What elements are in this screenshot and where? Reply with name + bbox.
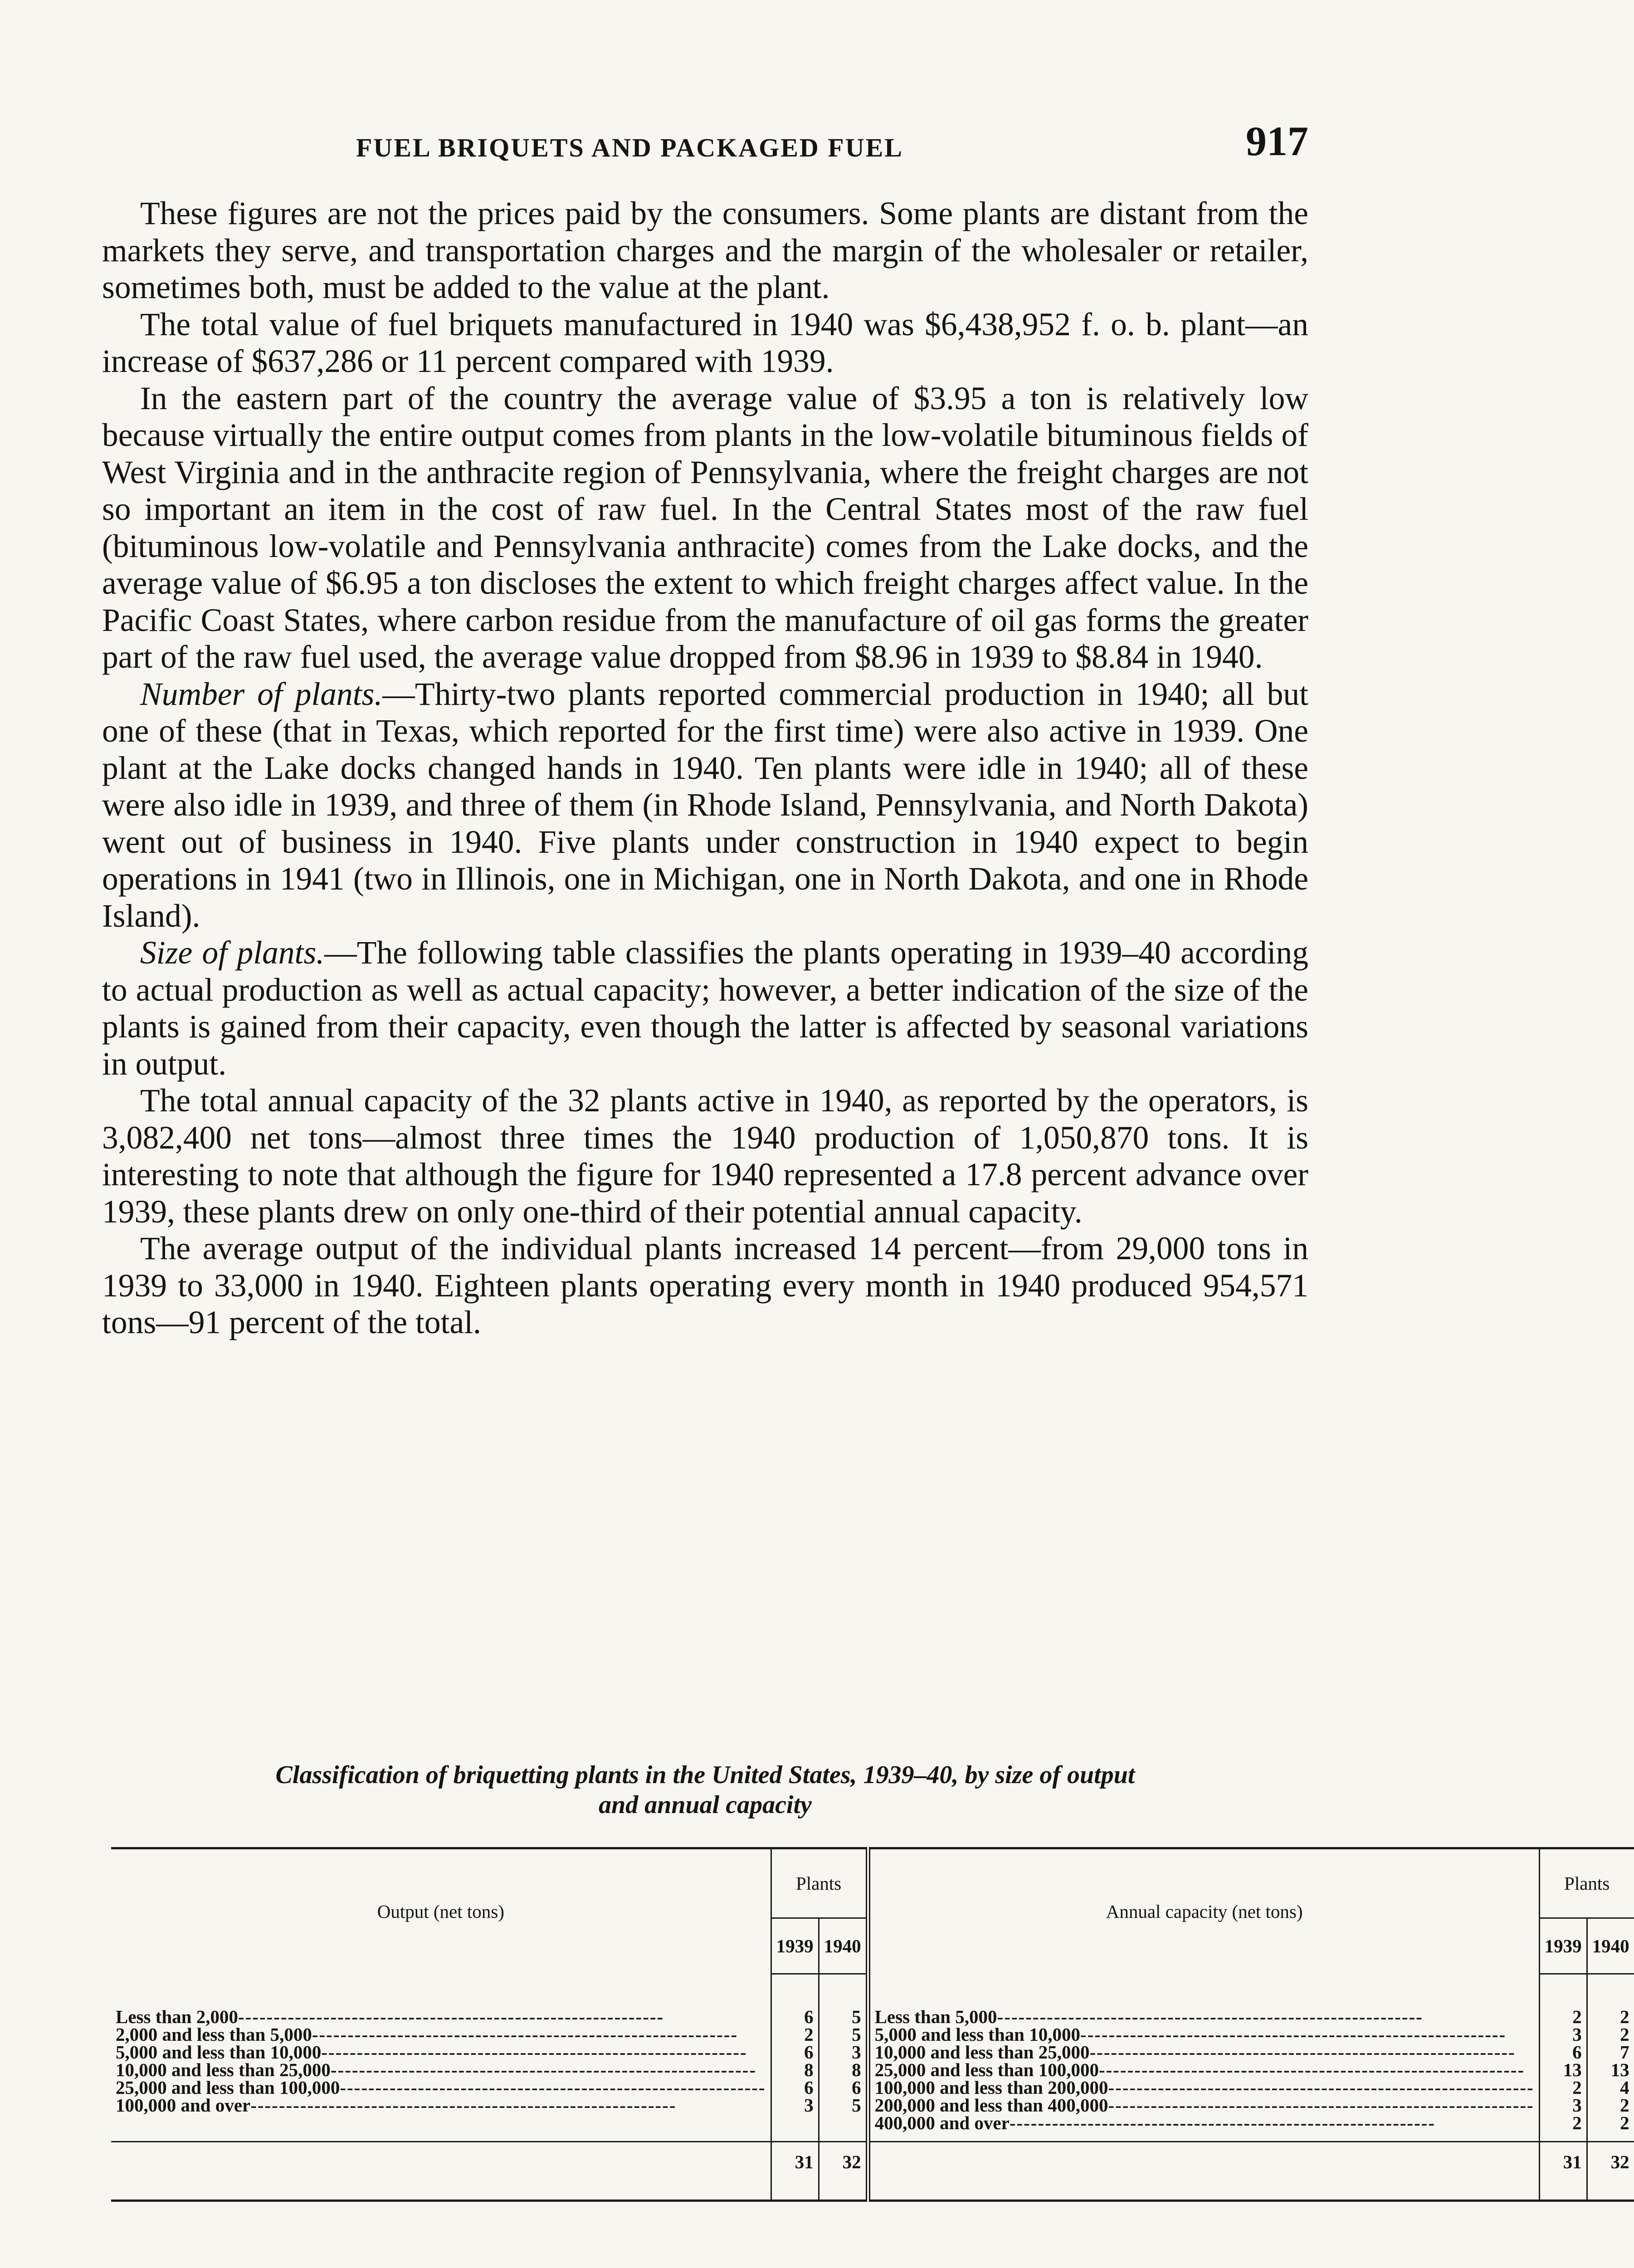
capacity-range-cell [868, 2061, 1540, 2079]
table-end-rule [111, 2181, 1634, 2201]
output-plants-1940-cell: 5 [819, 2026, 868, 2043]
capacity-plants-1939-cell: 3 [1539, 2097, 1587, 2114]
output-header: Output (net tons) [111, 1848, 771, 1974]
table-row [111, 2061, 1634, 2079]
output-range-cell-label: 100,000 and over [116, 2095, 251, 2116]
leader-dots: ------------------------------------------------------------ [238, 2006, 664, 2027]
output-range-cell [111, 2079, 771, 2097]
capacity-plants-1939-cell: 6 [1539, 2043, 1587, 2061]
paragraph-size-of-plants [102, 934, 1308, 1082]
output-plants-1939-cell: 2 [771, 2026, 819, 2043]
leader-dots: ------------------------------------------------------------ [1108, 2095, 1534, 2116]
leader-dots: ------------------------------------------------------------ [1009, 2112, 1436, 2133]
spacer-row [111, 2132, 1634, 2142]
capacity-plants-1940-cell: 13 [1610, 2059, 1629, 2080]
capacity-plants-header: Plants [1539, 1848, 1634, 1918]
paragraph-annual-capacity: The total annual capacity of the 32 plants active in 1940, as reported by the operators, is 3,082,400 net tons—almost three times the 1940 production of 1,050,870 tons. It is interesting to note that although the figure for 1940 represented a 17.8 percent advance over 1939, these plants drew on only one-third of their potential annual capacity. [102, 1083, 1308, 1230]
table-row [111, 2026, 1634, 2043]
capacity-range-cell [868, 2008, 1540, 2026]
table-row [111, 2114, 1634, 2132]
table-row [111, 2079, 1634, 2097]
capacity-range-cell-label: 5,000 and less than 10,000 [874, 2024, 1080, 2045]
output-total-1940: 32 [819, 2142, 868, 2182]
capacity-1940-header: 1940 [1587, 1918, 1634, 1974]
capacity-range-cell [868, 2026, 1540, 2043]
paragraph-total-value: The total value of fuel briquets manufactured in 1940 was $6,438,952 f. o. b. plant—an increase of $637,286 or 11 percent compared with 1939. [102, 306, 1308, 379]
capacity-plants-1939-cell: 2 [1539, 2008, 1587, 2026]
output-1940-header: 1940 [819, 1918, 868, 1974]
paragraph-prices: These figures are not the prices paid by the consumers. Some plants are distant from the markets they serve, and transportation charges and the margin of the wholesaler or retailer, sometimes both, must be added to the value at the plant. [102, 196, 1308, 305]
output-range-cell [111, 2026, 771, 2043]
table-caption-line1: Classification of briquetting plants in the United States, 1939–40, by size of output [275, 1761, 1135, 1789]
leader-dots: ------------------------------------------------------------ [1089, 2042, 1516, 2063]
capacity-range-cell-label: 400,000 and over [874, 2112, 1010, 2133]
capacity-range-cell [868, 2079, 1540, 2097]
output-plants-1939-cell: 6 [771, 2079, 819, 2097]
size-of-plants-text: —The following table classifies the plants operating in 1939–40 according to actual production as well as actual capacity; however, a better indication of the size of the plants is gained from their capacity, even though the latter is affected by seasonal variations in output. [102, 935, 1308, 1082]
number-of-plants-heading: Number of plants. [140, 676, 383, 712]
running-title: FUEL BRIQUETS AND PACKAGED FUEL [356, 133, 903, 162]
spacer-row [111, 1974, 1634, 2009]
table-row [111, 2043, 1634, 2061]
capacity-range-cell [868, 2097, 1540, 2114]
capacity-plants-1940-cell: 4 [1620, 2077, 1629, 2098]
paragraph-number-of-plants [102, 676, 1308, 935]
leader-dots: ------------------------------------------------------------ [250, 2095, 677, 2116]
capacity-1939-header: 1939 [1539, 1918, 1587, 1974]
capacity-header: Annual capacity (net tons) [868, 1848, 1540, 1974]
table-caption-line2: and annual capacity [599, 1791, 812, 1819]
output-range-cell-label: Less than 2,000 [116, 2006, 238, 2027]
capacity-range-cell-label: 25,000 and less than 100,000 [874, 2059, 1099, 2080]
paragraph-regional-value: In the eastern part of the country the average value of $3.95 a ton is relatively low because virtually the entire output comes from plants in the low-volatile bituminous fields of West Virginia and in the anthracite region of Pennsylvania, where the freight charges are not so important an item in the cost of raw fuel. In the Central States most of the raw fuel (bituminous low-volatile and Pennsylvania anthracite) comes from the Lake docks, and the average value of $6.95 a ton discloses the extent to which freight charges affect value. In the Pacific Coast States, where carbon residue from the manufacture of oil gas forms the greater part of the raw fuel used, the average value dropped from $8.96 in 1939 to $8.84 in 1940. [102, 380, 1308, 675]
capacity-plants-1939-cell: 2 [1539, 2114, 1587, 2132]
total-row [111, 2142, 1634, 2182]
capacity-plants-1940-cell: 2 [1620, 2024, 1629, 2045]
classification-table [111, 1847, 1634, 2202]
capacity-plants-1939-cell: 13 [1539, 2061, 1587, 2079]
output-plants-header: Plants [771, 1848, 868, 1918]
output-range-cell-label: 25,000 and less than 100,000 [116, 2077, 340, 2098]
leader-dots: ------------------------------------------------------------ [1108, 2077, 1534, 2098]
size-of-plants-heading: Size of plants. [140, 935, 325, 971]
capacity-range-cell [868, 2043, 1540, 2061]
leader-dots: ------------------------------------------------------------ [1098, 2059, 1525, 2080]
capacity-total-1939: 31 [1539, 2142, 1587, 2182]
leader-dots: ------------------------------------------------------------ [1080, 2024, 1507, 2045]
output-1939-header: 1939 [771, 1918, 819, 1974]
capacity-range-cell-label: 10,000 and less than 25,000 [874, 2042, 1090, 2063]
output-plants-1940-cell: 6 [819, 2079, 868, 2097]
leader-dots: ------------------------------------------------------------ [997, 2006, 1423, 2027]
leader-dots: ------------------------------------------------------------ [330, 2059, 757, 2080]
leader-dots: ------------------------------------------------------------ [321, 2042, 747, 2063]
leader-dots: ------------------------------------------------------------ [312, 2024, 738, 2045]
output-plants-1940-cell: 8 [819, 2061, 868, 2079]
output-range-cell [111, 2114, 771, 2132]
total-label-cell [111, 2142, 771, 2182]
page-number: 917 [1246, 118, 1308, 164]
paragraph-average-output: The average output of the individual plants increased 14 percent—from 29,000 tons in 1939 to 33,000 in 1940. Eighteen plants operating every month in 1940 produced 954,571 tons—91 percent of the total. [102, 1231, 1308, 1340]
output-plants-1939-cell: 6 [771, 2043, 819, 2061]
capacity-plants-1939-cell: 3 [1539, 2026, 1587, 2043]
number-of-plants-text: —Thirty-two plants reported commercial production in 1940; all but one of these (that in Texas, which reported for the first time) were also active in 1939. One plant at the Lake docks changed hands in 1940. Ten plants were idle in 1940; all of these were also idle in 1939, and three of them (in Rhode Island, Pennsylvania, and North Dakota) went out of business in 1940. Five plants under construction in 1940 expect to begin operations in 1941 (two in Illinois, one in Michigan, one in North Dakota, and one in Rhode Island). [102, 676, 1308, 934]
capacity-plants-1939-cell: 2 [1539, 2079, 1587, 2097]
output-total-1939: 31 [771, 2142, 819, 2182]
output-range-cell-label: 2,000 and less than 5,000 [116, 2024, 312, 2045]
capacity-plants-1940-cell: 2 [1620, 2112, 1629, 2133]
table-row [111, 2008, 1634, 2026]
capacity-range-cell-label: 100,000 and less than 200,000 [874, 2077, 1108, 2098]
capacity-plants-1940-cell: 2 [1620, 2006, 1629, 2027]
output-range-cell [111, 2061, 771, 2079]
output-range-cell [111, 2043, 771, 2061]
output-plants-1940-cell: 3 [819, 2043, 868, 2061]
capacity-plants-1940-cell: 7 [1620, 2042, 1629, 2063]
output-range-cell-label: 10,000 and less than 25,000 [116, 2059, 331, 2080]
leader-dots: ------------------------------------------------------------ [340, 2077, 766, 2098]
running-head [102, 117, 1308, 167]
table-caption [102, 1760, 1308, 1820]
capacity-total-1940: 32 [1587, 2142, 1634, 2182]
output-range-cell [111, 2008, 771, 2026]
output-plants-1939-cell: 6 [771, 2008, 819, 2026]
output-plants-1940-cell: 5 [819, 2008, 868, 2026]
body-text [102, 195, 1308, 1341]
output-plants-1940-cell: 5 [819, 2097, 868, 2114]
total-label-cell [868, 2142, 1540, 2182]
output-plants-1940-cell [819, 2114, 868, 2132]
capacity-range-cell-label: Less than 5,000 [874, 2006, 997, 2027]
output-plants-1939-cell: 3 [771, 2097, 819, 2114]
output-range-cell-label: 5,000 and less than 10,000 [116, 2042, 322, 2063]
capacity-range-cell [868, 2114, 1540, 2132]
table-row [111, 2097, 1634, 2114]
capacity-range-cell-label: 200,000 and less than 400,000 [874, 2095, 1108, 2116]
table-body [111, 1974, 1634, 2201]
output-plants-1939-cell [771, 2114, 819, 2132]
output-plants-1939-cell: 8 [771, 2061, 819, 2079]
output-range-cell [111, 2097, 771, 2114]
capacity-plants-1940-cell: 2 [1620, 2095, 1629, 2116]
